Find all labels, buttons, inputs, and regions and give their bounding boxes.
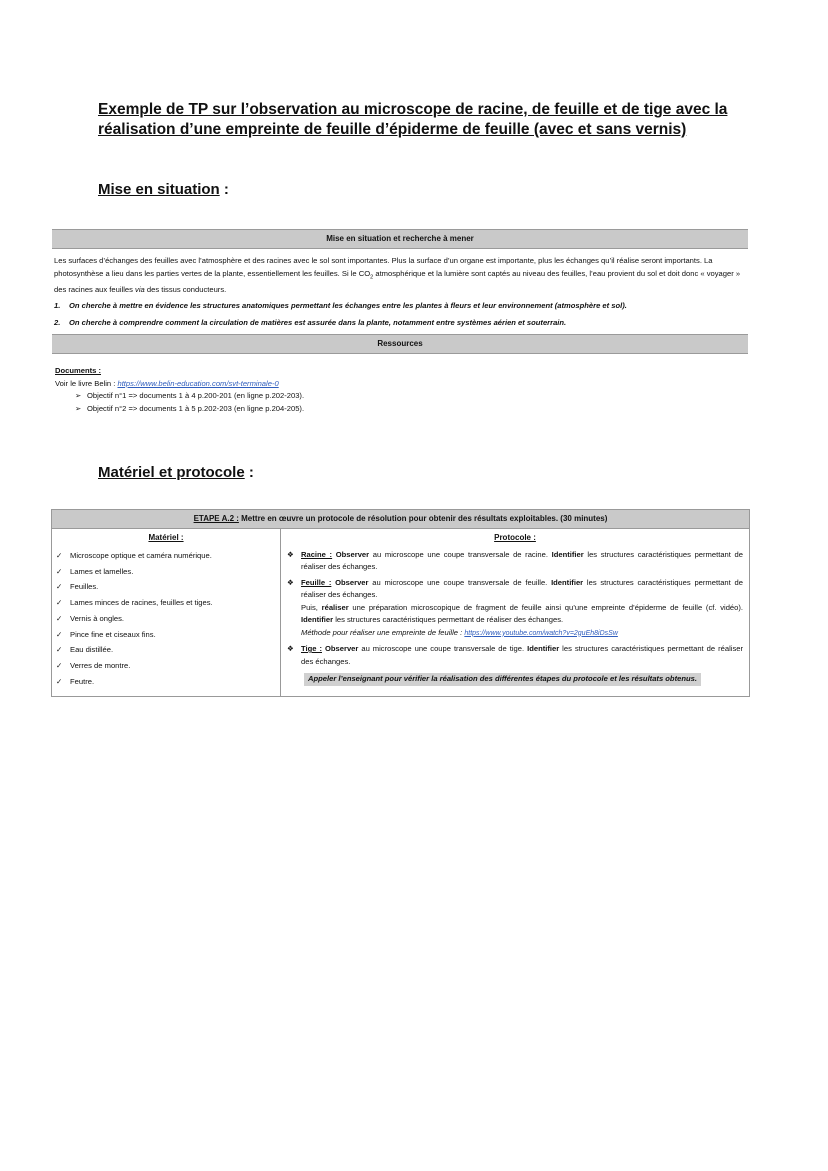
materiel-item: ✓ Eau distillée. [56, 643, 276, 659]
materiel-item: ✓ Pince fine et ciseaux fins. [56, 627, 276, 643]
protocole-tige: ❖ Tige : Observer au microscope une coupe transversale de tige. Identifier les structures caractéristiques permettant de réaliser des échanges. [287, 643, 743, 668]
check-icon: ✓ [56, 645, 63, 655]
materiel-item: ✓ Verres de montre. [56, 658, 276, 674]
protocole-header: Protocole : [494, 533, 536, 542]
protocole-column [281, 529, 749, 696]
belin-link[interactable]: https://www.belin-education.com/svt-terminale-0 [117, 378, 279, 388]
resources-bar: Ressources [52, 334, 748, 354]
page-title [98, 100, 738, 140]
materiel-item: ✓ Feutre. [56, 674, 276, 690]
materiel-column [52, 529, 281, 696]
teacher-note: Appeler l’enseignant pour vérifier la réalisation des différentes étapes du protocole et les résultats obtenus. [304, 673, 701, 686]
situation-paragraph: Les surfaces d’échanges des feuilles avec l’atmosphère et des racines avec le sol sont importantes. Plus la surface d’un organe est importante, plus les échanges qu’il réalise seront importants. La photosynthèse a lieu dans les parties vertes de la plante, essentiellement les feuilles. Si le $CO_2$ atmosphérique et la lumière sont captés au niveau des feuilles, l’eau provient du sol et doit donc « voyager » des racines aux feuilles via des tissus conducteurs. [54, 256, 741, 294]
check-icon: ✓ [56, 629, 63, 639]
section-heading-materiel: Matériel et protocole : [98, 464, 254, 481]
situation-block [52, 229, 748, 354]
situation-bar: Mise en situation et recherche à mener [52, 229, 748, 249]
protocole-feuille: ❖ Feuille : Observer au microscope une coupe transversale de feuille. Identifier les structures caractéristiques permettant de réaliser des échanges. Puis, réaliser une préparation microscopique de fragment de feuille ainsi qu’une empreinte d’épiderme de feuille (cf. vidéo). Identifier les structures caractéristiques permettant de réaliser des échanges. Méthode pour réaliser une empreinte de feuille : https://www.youtube.com/watch?v=2guEh8iDsSw [287, 577, 743, 641]
diamond-bullet-icon: ❖ [287, 644, 294, 653]
etape-bar: ETAPE A.2 : Mettre en œuvre un protocole de résolution pour obtenir des résultats exploitables. (30 minutes) [52, 510, 749, 529]
materiel-header: Matériel : [148, 533, 184, 542]
documents-section [55, 365, 304, 415]
objective-1: 1. On cherche à mettre en évidence les structures anatomiques permettant les échanges entre les plantes à fleurs et leur environnement (atmosphère et sol). [54, 301, 627, 311]
materiel-item: ✓ Microscope optique et caméra numérique. [56, 549, 276, 565]
etape-table [51, 509, 750, 697]
objective-2: 2. On cherche à comprendre comment la circulation de matières est assurée dans la plante, notamment entre systèmes aérien et souterrain. [54, 317, 567, 327]
title-line-2: réalisation d’une empreinte de feuille d’épiderme de feuille (avec et sans vernis) [98, 121, 687, 138]
arrow-bullet-icon: ➢ [75, 403, 82, 413]
materiel-item: ✓ Lames minces de racines, feuilles et tiges. [56, 596, 276, 612]
doc-item: ➢ Objectif n°1 => documents 1 à 4 p.200-201 (en ligne p.202-203). [55, 390, 304, 403]
documents-label: Documents : [55, 366, 101, 375]
section-heading-situation: Mise en situation : [98, 181, 229, 198]
check-icon: ✓ [56, 566, 63, 576]
check-icon: ✓ [56, 613, 63, 623]
documents-intro: Voir le livre Belin : https://www.belin-education.com/svt-terminale-0 [55, 378, 279, 388]
check-icon: ✓ [56, 660, 63, 670]
diamond-bullet-icon: ❖ [287, 577, 294, 587]
doc-item: ➢ Objectif n°2 => documents 1 à 5 p.202-203 (en ligne p.204-205). [55, 403, 304, 416]
materiel-item: ✓ Feuilles. [56, 580, 276, 596]
check-icon: ✓ [56, 582, 63, 592]
protocole-racine: ❖ Racine : Observer au microscope une coupe transversale de racine. Identifier les structures caractéristiques permettant de réaliser des échanges. [287, 549, 743, 574]
check-icon: ✓ [56, 551, 63, 561]
diamond-bullet-icon: ❖ [287, 549, 294, 559]
check-icon: ✓ [56, 676, 63, 686]
title-line-1: Exemple de TP sur l’observation au microscope de racine, de feuille et de tige avec la [98, 101, 728, 118]
materiel-item: ✓ Vernis à ongles. [56, 611, 276, 627]
video-link[interactable]: https://www.youtube.com/watch?v=2guEh8iDsSw [464, 629, 618, 637]
materiel-item: ✓ Lames et lamelles. [56, 564, 276, 580]
check-icon: ✓ [56, 598, 63, 608]
arrow-bullet-icon: ➢ [75, 391, 82, 400]
